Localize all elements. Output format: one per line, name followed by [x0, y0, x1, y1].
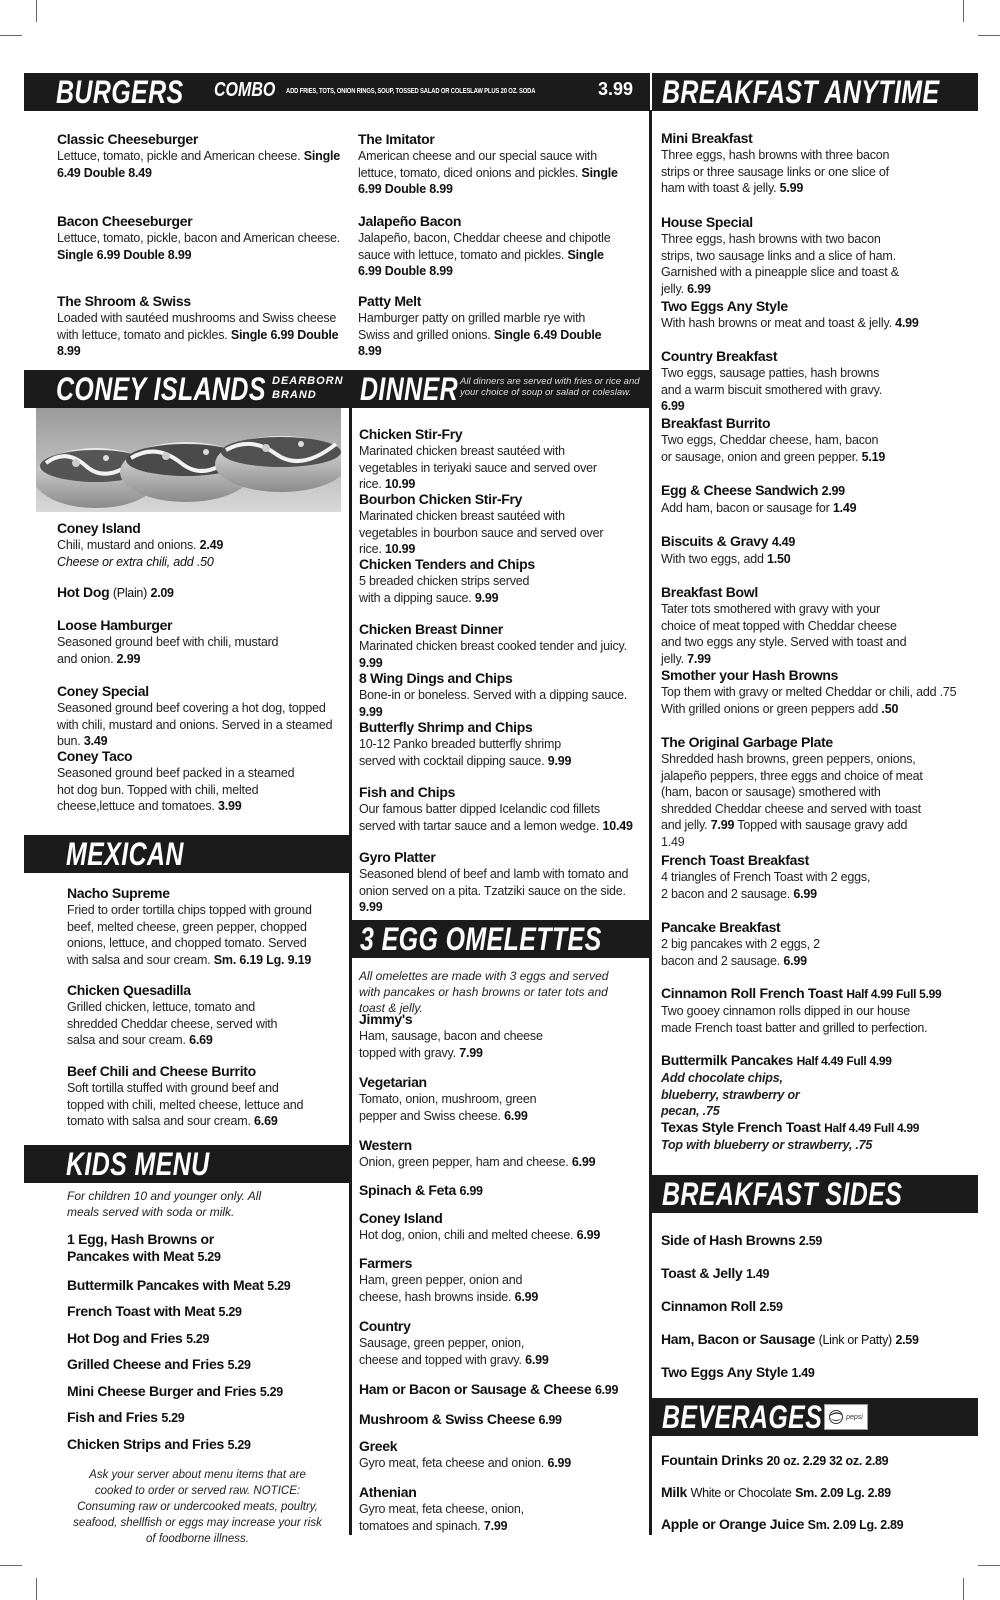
- item-price: 5.29: [227, 1358, 251, 1372]
- item-price: 10.99: [384, 477, 416, 491]
- item-price: 5.29: [267, 1279, 291, 1293]
- item-price: 1.49: [791, 1366, 815, 1380]
- item-name: Chicken Strips and Fries: [67, 1436, 224, 1452]
- side-item: [661, 1232, 822, 1250]
- item-name: Ham, Bacon or Sausage: [661, 1331, 815, 1347]
- item-desc: Add ham, bacon or sausage for: [661, 501, 830, 515]
- item-price: 1.49: [832, 501, 857, 515]
- side-item: [661, 1364, 815, 1382]
- menu-item-coney-taco: [57, 748, 297, 815]
- item-name: Buttermilk Pancakes: [661, 1052, 794, 1068]
- item-price: 5.29: [218, 1305, 242, 1319]
- combo-price: 3.99: [598, 79, 634, 99]
- item-desc: Marinated chicken breast sautéed with vegetables in bourbon sauce and served over rice.: [359, 509, 604, 556]
- item-name: Greek: [359, 1438, 398, 1454]
- menu-item-farmers: [359, 1255, 559, 1305]
- menu-item-shroom-swiss: [57, 293, 342, 360]
- menu-item-wing-dings: [359, 670, 644, 720]
- menu-item-imitator: [358, 131, 620, 198]
- item-name: Loose Hamburger: [57, 617, 173, 633]
- item-price: 6.99: [538, 1413, 562, 1427]
- item-price: 1.49: [746, 1267, 770, 1281]
- item-price: 3.49: [83, 734, 108, 748]
- coney-brand: DEARBORN BRAND: [272, 375, 344, 401]
- combo-description: ADD FRIES, TOTS, ONION RINGS, SOUP, TOSSED SALAD OR COLESLAW PLUS 20 OZ. SODA: [286, 86, 536, 95]
- item-extra: Cheese or extra chili, add .50: [57, 554, 214, 569]
- item-desc: Jalapeño, bacon, Cheddar cheese and chipotle sauce with lettuce, tomato and pickles.: [358, 231, 611, 262]
- item-price: .50: [881, 701, 899, 716]
- item-name: Classic Cheeseburger: [57, 131, 199, 147]
- kids-item: [67, 1303, 242, 1321]
- item-name: Biscuits & Gravy: [661, 533, 769, 549]
- item-name: Beef Chili and Cheese Burrito: [67, 1063, 256, 1079]
- item-desc: Onion, green pepper, ham and cheese.: [359, 1155, 569, 1169]
- sides-title: BREAKFAST SIDES: [662, 1176, 903, 1212]
- item-price: 7.99: [710, 818, 735, 832]
- item-desc: Bone-in or boneless. Served with a dipping sauce.: [359, 688, 628, 702]
- item-desc: Ham, sausage, bacon and cheese topped with gravy.: [359, 1029, 543, 1060]
- item-desc: 10-12 Panko breaded butterfly shrimp served with cocktail dipping sauce.: [359, 737, 561, 768]
- menu-item-breakfast-burrito: [661, 415, 891, 465]
- item-price: 6.99: [783, 953, 807, 968]
- item-name: Spinach & Feta: [359, 1182, 456, 1198]
- item-price: 5.99: [779, 181, 804, 195]
- menu-item-country-breakfast: [661, 348, 901, 415]
- item-desc: Two gooey cinnamon rolls dipped in our house made French toast batter and grilled to perfection.: [661, 1004, 928, 1035]
- item-price: Sm. 2.09 Lg. 2.89: [795, 1486, 891, 1500]
- item-name: Mini Cheese Burger and Fries: [67, 1383, 257, 1399]
- item-price: 3.99: [217, 799, 242, 813]
- item-name: Fish and Chips: [359, 784, 456, 800]
- item-price: 9.99: [547, 753, 572, 768]
- crop-mark: [978, 35, 1000, 36]
- item-name: French Toast with Meat: [67, 1303, 215, 1319]
- item-extra: Topped with sausage gravy add 1.49: [661, 818, 908, 849]
- item-desc: American cheese and our special sauce with lettuce, tomato, diced onions and pickles.: [358, 149, 597, 180]
- item-price: 6.99: [514, 1289, 539, 1304]
- item-price: 20 oz. 2.29 32 oz. 2.89: [766, 1454, 889, 1468]
- item-desc: Sausage, green pepper, onion, cheese and topped with gravy.: [359, 1336, 525, 1367]
- item-name: Two Eggs Any Style: [661, 1364, 788, 1380]
- crop-mark: [0, 1565, 22, 1566]
- item-desc: Seasoned ground beef with chili, mustard and onion.: [57, 635, 279, 666]
- menu-item-coney-omelette: [359, 1210, 644, 1244]
- item-name: Hot Dog: [57, 584, 110, 600]
- item-price: Single 6.99 Double 8.99: [57, 247, 192, 262]
- menu-item-classic-cheeseburger: [57, 131, 342, 181]
- item-price: 2.59: [759, 1300, 783, 1314]
- item-name-price: Half 4.49 Full 4.99: [824, 1121, 920, 1135]
- item-price: 2.59: [798, 1234, 823, 1248]
- item-name: Buttermilk Pancakes with Meat: [67, 1277, 264, 1293]
- menu-item-jimmys: [359, 1011, 559, 1061]
- menu-item-texas-french-toast: [661, 1119, 951, 1154]
- pepsi-globe-icon: [829, 1410, 843, 1424]
- menu-item-cinnamon-roll-french-toast: [661, 985, 942, 1036]
- pepsi-logo-icon: [824, 1404, 868, 1430]
- item-desc: Lettuce, tomato, pickle and American cheese.: [57, 149, 301, 163]
- item-name: Country Breakfast: [661, 348, 778, 364]
- menu-item-chicken-stir-fry: [359, 426, 621, 493]
- menu-item-western: [359, 1137, 644, 1171]
- combo-label: COMBO: [214, 79, 276, 101]
- item-desc: Tater tots smothered with gravy with your choice of meat topped with Cheddar cheese and two eggs any style. Served with toast and jelly.: [661, 602, 907, 666]
- item-desc: Shredded hash browns, green peppers, onions, jalapeño peppers, three eggs and choice of meat (ham, bacon or sausage) smothered with shredded Cheddar cheese and served with toast and jelly.: [661, 752, 923, 832]
- menu-item-garbage-plate: [661, 734, 926, 850]
- kids-title: KIDS MENU: [66, 1146, 210, 1182]
- omelettes-note: All omelettes are made with 3 eggs and served with pancakes or hash browns or tater tots and toast & jelly.: [359, 969, 609, 1015]
- menu-item-breakfast-bowl: [661, 584, 911, 667]
- item-desc: Seasoned ground beef covering a hot dog, topped with chili, mustard and onions. Served in a steamed bun.: [57, 701, 333, 748]
- item-name: Breakfast Bowl: [661, 584, 758, 600]
- item-name: Bourbon Chicken Stir-Fry: [359, 491, 523, 507]
- item-name-price: Half 4.99 Full 5.99: [846, 987, 942, 1001]
- item-price: 6.99: [793, 886, 817, 901]
- item-price: Single 6.99 Double 8.99: [358, 247, 604, 278]
- menu-item-spinach-feta: [359, 1182, 483, 1200]
- breakfast-header: [652, 73, 978, 111]
- item-name: Toast & Jelly: [661, 1265, 743, 1281]
- item-name: Egg & Cheese Sandwich: [661, 482, 819, 498]
- side-item: [661, 1331, 919, 1349]
- menu-item-country: [359, 1318, 559, 1368]
- item-price: 9.99: [359, 704, 383, 719]
- item-price: 5.29: [227, 1438, 251, 1452]
- menu-item-pancake-breakfast: [661, 919, 831, 969]
- menu-item-patty-melt: [358, 293, 620, 360]
- omelettes-title: 3 EGG OMELETTES: [360, 921, 602, 957]
- item-name: Chicken Breast Dinner: [359, 621, 503, 637]
- item-name: Country: [359, 1318, 411, 1334]
- item-desc: Our famous batter dipped Icelandic cod fillets served with tartar sauce and a lemon wedge.: [359, 802, 600, 833]
- menu-item-chicken-tenders: [359, 556, 539, 606]
- item-desc: Gyro meat, feta cheese, onion, tomatoes and spinach.: [359, 1502, 524, 1533]
- menu-item-butterfly-shrimp: [359, 719, 599, 769]
- item-name: Farmers: [359, 1255, 413, 1271]
- crop-mark: [963, 0, 964, 22]
- menu-item-coney-island: [57, 520, 342, 570]
- menu-item-loose-hamburger: [57, 617, 287, 667]
- menu-item-coney-special: [57, 683, 345, 750]
- item-price: 6.99: [576, 1228, 601, 1242]
- coney-header: [24, 370, 349, 408]
- item-name: Chicken Stir-Fry: [359, 426, 463, 442]
- item-desc: 4 triangles of French Toast with 2 eggs, 2 bacon and 2 sausage.: [661, 870, 871, 901]
- item-price: 6.99: [547, 1456, 571, 1470]
- item-name: Smother your Hash Browns: [661, 667, 839, 683]
- item-price: 5.29: [161, 1411, 185, 1425]
- item-name: Jimmy's: [359, 1011, 413, 1027]
- menu-item-athenian: [359, 1484, 529, 1534]
- item-price: 6.99: [661, 399, 685, 413]
- item-price: 2.99: [116, 651, 141, 666]
- menu-item-bourbon-chicken: [359, 491, 621, 558]
- omelettes-header: [352, 920, 649, 958]
- item-name: House Special: [661, 214, 753, 230]
- item-name: The Original Garbage Plate: [661, 734, 833, 750]
- item-name: Ham or Bacon or Sausage & Cheese: [359, 1381, 592, 1397]
- dinner-title: DINNER: [360, 371, 459, 407]
- menu-item-beef-chili-burrito: [67, 1063, 307, 1130]
- item-name: Vegetarian: [359, 1074, 427, 1090]
- item-name: Nacho Supreme: [67, 885, 170, 901]
- item-name: Two Eggs Any Style: [661, 298, 788, 314]
- item-price: Sm. 2.09 Lg. 2.89: [807, 1518, 904, 1532]
- breakfast-title: BREAKFAST ANYTIME: [662, 74, 940, 110]
- item-price: 2.59: [895, 1333, 919, 1347]
- item-name: Bacon Cheeseburger: [57, 213, 193, 229]
- side-item: [661, 1265, 769, 1283]
- item-price: 6.99: [504, 1108, 528, 1123]
- item-desc: Three eggs, hash browns with three bacon strips or three sausage links or one slice of ham with toast & jelly.: [661, 148, 890, 195]
- item-desc: Top them with gravy or melted Cheddar or chili, add .75 With grilled onions or green peppers add: [661, 685, 957, 716]
- item-price: 7.99: [687, 651, 711, 666]
- item-price: Single 6.49 Double 8.49: [57, 149, 341, 180]
- menu-item-two-eggs: [661, 298, 961, 332]
- menu-item-chicken-quesadilla: [67, 982, 307, 1049]
- item-price: Single 6.49 Double 8.99: [358, 327, 602, 358]
- item-price: 5.19: [861, 449, 886, 464]
- menu-item-greek: [359, 1438, 644, 1472]
- item-price: 7.99: [483, 1518, 508, 1533]
- mexican-header: [24, 835, 349, 873]
- item-desc: Hot dog, onion, chili and melted cheese.: [359, 1228, 574, 1242]
- item-desc: Chili, mustard and onions.: [57, 538, 197, 552]
- item-name: Coney Special: [57, 683, 149, 699]
- coney-hotdog-photo: [36, 408, 341, 512]
- item-desc: With two eggs, add: [661, 552, 764, 566]
- item-name: Chicken Tenders and Chips: [359, 556, 535, 572]
- item-desc: Two eggs, Cheddar cheese, ham, bacon or sausage, onion and green pepper.: [661, 433, 879, 464]
- menu-item-chicken-breast: [359, 621, 644, 671]
- item-name: 8 Wing Dings and Chips: [359, 670, 513, 686]
- food-safety-notice: Ask your server about menu items that are cooked to order or served raw. NOTICE: Consuming raw or undercooked meats, poultry, seafood, shellfish or eggs may increase your risk of foodborne illness.: [73, 1469, 322, 1545]
- item-name: 1 Egg, Hash Browns or Pancakes with Meat: [67, 1231, 214, 1264]
- item-name: Apple or Orange Juice: [661, 1516, 805, 1532]
- item-desc: 2 big pancakes with 2 eggs, 2 bacon and 2 sausage.: [661, 937, 820, 968]
- item-price: Single 6.99 Double 8.99: [57, 327, 339, 358]
- beverages-header: [652, 1398, 978, 1436]
- item-suffix: (Plain): [112, 586, 147, 600]
- burgers-header: [24, 73, 650, 111]
- kids-header: [24, 1145, 349, 1183]
- item-name: Butterfly Shrimp and Chips: [359, 719, 533, 735]
- item-name: Mushroom & Swiss Cheese: [359, 1411, 535, 1427]
- menu-item-biscuits-gravy: [661, 533, 961, 568]
- item-price: 5.29: [186, 1332, 210, 1346]
- menu-item-buttermilk-pancakes: [661, 1052, 892, 1120]
- column-divider: [649, 110, 652, 1535]
- item-name: The Imitator: [358, 131, 435, 147]
- item-name: Patty Melt: [358, 293, 422, 309]
- item-name: Chicken Quesadilla: [67, 982, 191, 998]
- kids-item: [67, 1330, 209, 1348]
- item-desc: Grilled chicken, lettuce, tomato and shredded Cheddar cheese, served with salsa and sour cream.: [67, 1000, 278, 1047]
- item-desc: Seasoned ground beef packed in a steamed hot dog bun. Topped with chili, melted cheese,lettuce and tomatoes.: [57, 766, 295, 813]
- item-name: Western: [359, 1137, 412, 1153]
- item-desc: Seasoned blend of beef and lamb with tomato and onion served on a pita. Tzatziki sauce on the side.: [359, 867, 629, 898]
- item-desc: 5 breaded chicken strips served with a dipping sauce.: [359, 574, 530, 605]
- menu-item-jalapeno-bacon: [358, 213, 620, 280]
- item-price: 6.69: [189, 1033, 213, 1047]
- dinner-note: All dinners are served with fries or rice and your choice of soup or salad or coleslaw.: [460, 376, 640, 398]
- item-desc: Loaded with sautéed mushrooms and Swiss cheese with lettuce, tomato and pickles.: [57, 311, 337, 342]
- item-price: 6.99: [525, 1352, 549, 1367]
- item-suffix: White or Chocolate: [690, 1486, 792, 1500]
- item-desc: Add chocolate chips, blueberry, strawberry or pecan, .75: [661, 1071, 800, 1118]
- item-price: 9.99: [359, 655, 383, 670]
- item-name: Coney Taco: [57, 748, 133, 764]
- kids-item: [67, 1383, 283, 1401]
- item-desc: Lettuce, tomato, pickle, bacon and American cheese.: [57, 231, 341, 245]
- item-name: Athenian: [359, 1484, 417, 1500]
- item-desc: Two eggs, sausage patties, hash browns and a warm biscuit smothered with gravy.: [661, 366, 883, 397]
- item-desc: Gyro meat, feta cheese and onion.: [359, 1456, 545, 1470]
- menu-item-nacho-supreme: [67, 885, 312, 968]
- item-price: 10.49: [602, 818, 633, 833]
- pepsi-logo-text: pepsi: [846, 1413, 863, 1421]
- menu-item-ham-bacon-sausage-cheese: [359, 1381, 618, 1399]
- item-name-price: Half 4.49 Full 4.99: [796, 1054, 892, 1068]
- menu-item-house-special: [661, 214, 911, 297]
- item-price: 2.49: [199, 538, 224, 552]
- menu-item-smother-hash-browns: [661, 667, 961, 717]
- beverage-item: [661, 1452, 888, 1470]
- item-name: Hot Dog and Fries: [67, 1330, 183, 1346]
- item-desc: With hash browns or meat and toast & jelly.: [661, 316, 892, 330]
- item-desc: Fried to order tortilla chips topped with ground beef, melted cheese, green pepper, chopped onions, lettuce, and chopped tomato. Served with salsa and sour cream.: [67, 903, 312, 967]
- dinner-header: [352, 370, 649, 408]
- item-name: Coney Island: [57, 520, 141, 536]
- burgers-title: BURGERS: [56, 74, 184, 110]
- menu-item-gyro-platter: [359, 849, 639, 916]
- item-desc: Hamburger patty on grilled marble rye with Swiss and grilled onions.: [358, 311, 586, 342]
- item-price: 2.09: [150, 586, 174, 600]
- hotdog-image: [36, 408, 341, 512]
- item-price: 5.29: [197, 1250, 221, 1264]
- menu-item-fish-and-chips: [359, 784, 634, 834]
- beverage-item: [661, 1516, 903, 1534]
- item-price: 5.29: [259, 1385, 283, 1399]
- item-name: Mini Breakfast: [661, 130, 753, 146]
- item-name: Grilled Cheese and Fries: [67, 1356, 224, 1372]
- kids-item: [67, 1231, 257, 1266]
- item-price: 6.99: [459, 1184, 483, 1198]
- item-price: 10.99: [384, 542, 416, 556]
- item-price: 9.99: [474, 590, 499, 605]
- item-price: Single 6.99 Double 8.99: [358, 165, 618, 196]
- menu-item-hot-dog: [57, 584, 174, 602]
- crop-mark: [963, 1578, 964, 1600]
- kids-note: For children 10 and younger only. All meals served with soda or milk.: [67, 1189, 262, 1219]
- menu-item-bacon-cheeseburger: [57, 213, 342, 263]
- beverage-item: [661, 1484, 891, 1502]
- side-item: [661, 1298, 783, 1316]
- kids-item: [67, 1436, 251, 1454]
- item-name: Milk: [661, 1484, 688, 1500]
- crop-mark: [0, 35, 22, 36]
- item-price: 7.99: [459, 1045, 483, 1060]
- item-price: 6.99: [571, 1155, 596, 1169]
- crop-mark: [36, 1578, 37, 1600]
- item-name: Texas Style French Toast: [661, 1119, 821, 1135]
- item-desc: Soft tortilla stuffed with ground beef and topped with chili, melted cheese, lettuce and tomato with salsa and sour cream.: [67, 1081, 304, 1128]
- crop-mark: [978, 1565, 1000, 1566]
- item-name: Cinnamon Roll: [661, 1298, 756, 1314]
- item-name: Breakfast Burrito: [661, 415, 771, 431]
- item-price: 1.50: [767, 552, 791, 566]
- crop-mark: [36, 0, 37, 22]
- item-desc: Three eggs, hash browns with two bacon strips, two sausage links and a slice of ham. Garnished with a pineapple slice and toast & jelly.: [661, 232, 899, 296]
- kids-item: [67, 1277, 290, 1295]
- beverages-title: BEVERAGES: [662, 1399, 823, 1435]
- item-name: Side of Hash Browns: [661, 1232, 796, 1248]
- item-name: Pancake Breakfast: [661, 919, 781, 935]
- menu-item-french-toast-breakfast: [661, 852, 871, 902]
- menu-item-mini-breakfast: [661, 130, 896, 197]
- menu-item-vegetarian: [359, 1074, 549, 1124]
- item-name: Jalapeño Bacon: [358, 213, 462, 229]
- item-price: 4.99: [895, 316, 919, 330]
- item-suffix: (Link or Patty): [818, 1333, 892, 1347]
- item-desc: Marinated chicken breast sautéed with vegetables in teriyaki sauce and served over rice.: [359, 444, 597, 491]
- item-name: Fish and Fries: [67, 1409, 158, 1425]
- item-name-price: 4.49: [771, 535, 795, 549]
- item-price: 6.99: [594, 1383, 619, 1397]
- item-name: Gyro Platter: [359, 849, 436, 865]
- item-desc: Top with blueberry or strawberry, .75: [661, 1138, 873, 1152]
- coney-title: CONEY ISLANDS: [56, 371, 266, 407]
- item-price: 9.99: [359, 900, 383, 914]
- menu-item-egg-cheese-sandwich: [661, 482, 961, 517]
- item-name: Cinnamon Roll French Toast: [661, 985, 843, 1001]
- item-name: Coney Island: [359, 1210, 443, 1226]
- item-name: French Toast Breakfast: [661, 852, 809, 868]
- item-name: Fountain Drinks: [661, 1452, 764, 1468]
- menu-item-mushroom-swiss: [359, 1411, 562, 1429]
- item-price: Sm. 6.19 Lg. 9.19: [213, 952, 312, 967]
- item-desc: Tomato, onion, mushroom, green pepper and Swiss cheese.: [359, 1092, 537, 1123]
- item-price: 6.69: [254, 1114, 278, 1128]
- item-name-price: 2.99: [821, 484, 845, 498]
- kids-item: [67, 1409, 184, 1427]
- kids-item: [67, 1356, 251, 1374]
- item-price: 6.99: [687, 281, 711, 296]
- item-desc: Marinated chicken breast cooked tender and juicy.: [359, 639, 627, 653]
- item-desc: Ham, green pepper, onion and cheese, hash browns inside.: [359, 1273, 523, 1304]
- item-name: The Shroom & Swiss: [57, 293, 191, 309]
- sides-header: [652, 1175, 978, 1213]
- mexican-title: MEXICAN: [66, 836, 184, 872]
